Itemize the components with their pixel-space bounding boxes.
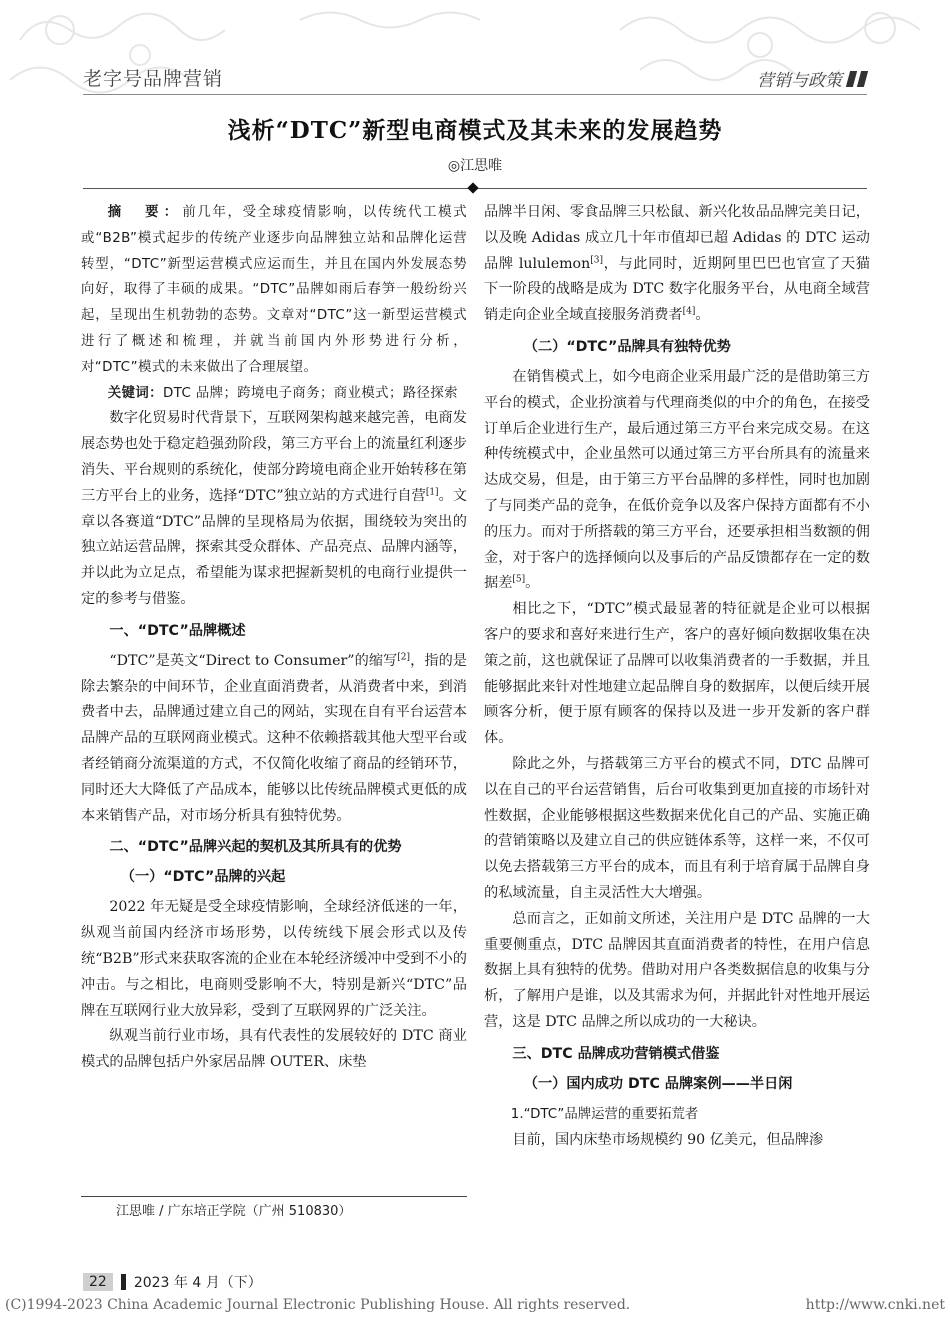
keywords-text: DTC 品牌；跨境电子商务；商业模式；路径探索 <box>162 385 458 401</box>
citation: [1] <box>425 487 439 498</box>
issue-date: 2023 年 4 月（下） <box>133 1275 262 1291</box>
body-paragraph: 总而言之，正如前文所述，关注用户是 DTC 品牌的一大重要侧重点，DTC 品牌因其直面消费者的特性，在用户信息数据上具有独特的优势。借助对用户各类数据信息的收集与分析，了解用户是谁，以及其需求为何，并据此针对性地开展运营，这是 DTC 品牌之所以成功的一大秘诀。 <box>484 910 870 1030</box>
keywords-label: 关键词： <box>107 385 163 401</box>
section2-paragraph: 纵观当前行业市场，具有代表性的发展较好的 DTC 商业模式的品牌包括户外家居品牌 OUTER、床垫 <box>81 1028 467 1071</box>
section2-sub2-heading: （二）“DTC”品牌具有独特优势 <box>523 338 731 355</box>
section1-heading: 一、“DTC”品牌概述 <box>109 622 246 639</box>
section-label <box>757 66 866 91</box>
copyright-line <box>5 1297 945 1313</box>
section1-paragraph: “DTC”是英文“Direct to Consumer”的缩写[2]，指的是除去繁杂的中间环节，企业直面消费者，从消费者中来，到消费者中去，品牌通过建立自己的网站，实现在自有平台运营本品牌产品的互联网商业模式。这种不依赖搭载其他大型平台或者经销商分流渠道的方式，不仅简化收缩了商品的经销环节，同时还大大降低了产品成本，能够以比传统品牌模式更低的成本来销售产品，对市场分析具有独特优势。 <box>81 652 467 824</box>
section-name: 营销与政策 <box>757 71 842 90</box>
section-bars-icon <box>848 71 866 87</box>
section2-heading: 二、“DTC”品牌兴起的契机及其所具有的优势 <box>109 839 402 856</box>
body-paragraph: 目前，国内床垫市场规模约 90 亿美元，但品牌渗 <box>512 1131 824 1148</box>
copyright-link[interactable]: http://www.cnki.net <box>805 1297 945 1313</box>
article-title: 浅析“DTC”新型电商模式及其未来的发展趋势 <box>227 117 723 144</box>
section2-sub1-heading: （一）“DTC”品牌的兴起 <box>120 869 286 886</box>
footer-bar-icon <box>121 1274 126 1290</box>
section2-paragraph: 2022 年无疑是受全球疫情影响，全球经济低迷的一年，纵观当前国内经济市场形势，以传统线下展会形式以及传统“B2B”形式来获取客流的企业在本轮经济缓冲中受到不小的冲击。与之相比，电商则受影响不大，特别是新兴“DTC”品牌在互联网行业大放异彩，受到了互联网界的广泛关注。 <box>81 899 467 1019</box>
abstract <box>81 200 467 381</box>
footnote-rule <box>81 1196 467 1197</box>
abstract-label: 摘 要： <box>107 205 183 220</box>
continued-paragraph: 品牌半日闲、零食品牌三只松鼠、新兴化妆品品牌完美日记，以及晚 Adidas 成立几十年市值却已超 Adidas 的 DTC 运动品牌 lululemon[3]，与此同时，近期阿里巴巴也官宣了天猫下一阶段的战略是成为 DTC 数字化服务平台，从电商全域营销走向企业全域直接服务消费者[4]。 <box>484 204 870 324</box>
body-paragraph: 除此之外，与搭载第三方平台的模式不同，DTC 品牌可以在自己的平台运营销售，后台可收集到更加直接的市场针对性数据，企业能够根据这些数据来优化自己的产品、实施正确的营销策略以及建立自己的供应链体系等，这样一来，不仅可以免去搭载第三方平台的成本，而且有利于培育属于品牌自身的私域流量，自主灵活性大大增强。 <box>484 755 870 901</box>
body-paragraph: 在销售模式上，如今电商企业采用最广泛的是借助第三方平台的模式，企业扮演着与代理商类似的中介的角色，在接受订单后企业进行生产，最后通过第三方平台来完成交易。在这种传统模式中，企业虽然可以通过第三方平台所具有的流量来达成交易，但是，由于第三方平台品牌的多样性，同时也加剧了与同类产品的竞争，在低价竞争以及客户保持方面都有不小的压力。而对于所搭载的第三方平台，还要承担相当数额的佣金，对于客户的选择倾向以及事后的产品反馈都存在一定的数据差[5]。 <box>484 368 870 592</box>
body-paragraph: 相比之下，“DTC”模式最显著的特征就是企业可以根据客户的要求和喜好来进行生产，客户的喜好倾向数据收集在决策之前，这也就保证了品牌可以收集消费者的一手数据，并且能够据此来针对性地建立起品牌自身的数据库，以便后续开展顾客分析，便于原有顾客的保持以及进一步开发新的客户群体。 <box>484 601 870 747</box>
header-rule <box>83 94 867 95</box>
citation: [5] <box>512 574 526 585</box>
right-column <box>484 200 870 1153</box>
author-affiliation: 江思唯 / 广东培正学院（广州 510830） <box>116 1204 352 1219</box>
list-item: 1.“DTC”品牌运营的重要拓荒者 <box>510 1106 699 1122</box>
page-number: 22 <box>83 1273 113 1291</box>
abstract-text: 前几年，受全球疫情影响，以传统代工模式或“B2B”模式起步的传统产业逐步向品牌独立站和品牌化运营转型，“DTC”新型运营模式应运而生，并且在国内外发展态势向好，取得了丰硕的成果。“DTC”品牌如雨后春笋一般纷纷兴起，呈现出生机勃勃的态势。文章对“DTC”这一新型运营模式进行了概述和梳理，并就当前国内外形势进行分析，对“DTC”模式的未来做出了合理展望。 <box>81 205 468 375</box>
journal-title: 老字号品牌营销 <box>83 69 224 90</box>
citation: [4] <box>682 306 696 317</box>
intro-paragraph: 数字化贸易时代背景下，互联网架构越来越完善，电商发展态势也处于稳定趋强劲阶段，第三方平台上的流量红利逐步消失、平台规则的系统化，使部分跨境电商企业开始转移在第三方平台上的业务，选择“DTC”独立站的方式进行自营[1]。文章以各赛道“DTC”品牌的呈现格局为依据，围绕较为突出的独立站运营品牌，探索其受众群体、产品亮点、品牌内涵等，并以此为立足点，希望能为谋求把握新契机的电商行业提供一定的参考与借鉴。 <box>81 410 467 607</box>
diamond-icon <box>467 182 478 193</box>
article-author: ◎江思唯 <box>447 158 503 174</box>
copyright-text: (C)1994-2023 China Academic Journal Electronic Publishing House. All rights reserved. <box>5 1297 631 1313</box>
citation: [2] <box>397 652 411 663</box>
section3-heading: 三、DTC 品牌成功营销模式借鉴 <box>512 1045 720 1062</box>
left-column <box>81 200 467 1076</box>
citation: [3] <box>590 254 603 265</box>
section3-sub1-heading: （一）国内成功 DTC 品牌案例——半日闲 <box>523 1075 793 1092</box>
keywords <box>81 381 467 407</box>
page-footer <box>83 1272 262 1292</box>
